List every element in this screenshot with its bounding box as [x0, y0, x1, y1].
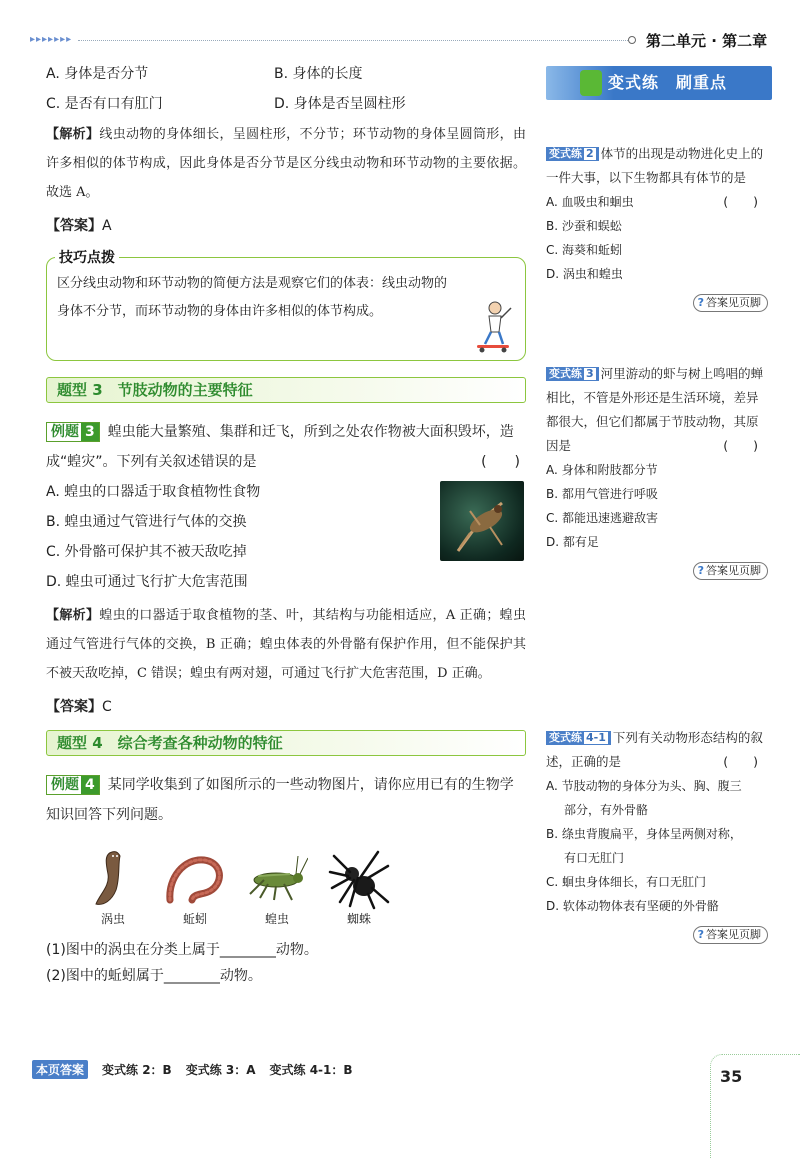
variant-3-paren: ( ): [723, 438, 758, 453]
variant-4-1-paren: ( ): [723, 754, 758, 769]
example-3-badge-num: 3: [81, 423, 99, 441]
header-dot: [628, 36, 636, 44]
variant-4-1-stem-line: [546, 726, 768, 774]
variant-4-1-see-answer: [546, 922, 768, 946]
animal-planarian: [82, 848, 144, 927]
locust-photo: [440, 481, 524, 561]
variant-3-option-d: D. 都有足: [546, 535, 599, 549]
earthworm-icon: [164, 848, 226, 910]
animal-earthworm-label: 蚯蚓: [182, 912, 207, 926]
variant-3-badge-label: 变式练: [549, 367, 582, 380]
variant-3-see-answer-label: 答案见页脚: [706, 564, 761, 577]
example-3-option-d: D. 蝗虫可通过飞行扩大危害范围: [46, 574, 248, 590]
example-4-badge-num: 4: [81, 776, 99, 794]
left-column: [46, 58, 526, 989]
animal-figures: [86, 848, 386, 927]
spider-icon: [328, 848, 390, 910]
example-3-paren: ( ): [481, 454, 520, 470]
variant-3-option-b: B. 都用气管进行呼吸: [546, 487, 658, 501]
variant-2-option-c: C. 海葵和蚯蚓: [546, 243, 623, 257]
example-3-badge-label: 例题: [51, 424, 79, 440]
variant-4-1-option-b: B. 绦虫背腹扁平，身体呈两侧对称，: [546, 827, 742, 841]
right-column: [546, 66, 772, 941]
variant-2-badge: [546, 147, 599, 161]
variant-banner: [546, 66, 772, 100]
variant-4-1-option-a: A. 节肢动物的身体分为头、胸、腹三: [546, 779, 742, 793]
prev-option-d: D. 身体是否呈圆柱形: [274, 96, 406, 112]
example-3-answer-tag: 【答案】: [46, 699, 102, 715]
example-3-option-b: B. 蝗虫通过气管进行气体的交换: [46, 514, 247, 530]
example-3-stem: 蝗虫能大量繁殖、集群和迁飞，所到之处农作物被大面积毁坏，造成“蝗灾”。下列有关叙述错误的是: [46, 424, 514, 470]
bulb-icon: ?: [697, 928, 704, 941]
example-3-answer-value: C: [102, 699, 112, 715]
variant-3-option-c: C. 都能迅速逃避敌害: [546, 511, 659, 525]
planarian-icon: [82, 848, 144, 910]
variant-4-1-see-answer-label: 答案见页脚: [706, 928, 761, 941]
variant-2-paren: ( ): [723, 194, 758, 209]
variant-4-1-badge: [546, 731, 611, 745]
animal-spider: [328, 848, 390, 927]
page-number: 35: [720, 1067, 743, 1086]
locust-photo-icon: [440, 481, 524, 561]
prev-option-c: C. 是否有口有肛门: [46, 96, 163, 112]
animal-spider-label: 蜘蛛: [346, 912, 371, 926]
chapter-title: 第二单元 · 第二章: [646, 32, 768, 50]
example-3-analysis-text: 蝗虫的口器适于取食植物的茎、叶，其结构与功能相适应，A 正确；蝗虫通过气管进行气体的交换，B 正确；蝗虫体表的外骨骼有保护作用，但不能保护其不被天敌吃掉，C 错误；蝗虫有两对翅，可通过飞行扩大危害范围，D 正确。: [46, 608, 526, 681]
tip-box: [46, 250, 526, 361]
variant-3-stem-line: [546, 362, 768, 458]
example-3-analysis: [46, 601, 526, 688]
section-3-title: 题型 3 节肢动物的主要特征: [46, 377, 526, 403]
example-3-answer: [46, 694, 526, 720]
prev-option-b: B. 身体的长度: [274, 66, 363, 82]
prev-option-a: A. 身体是否分节: [46, 66, 149, 82]
variant-2-stem: 体节的出现是动物进化史上的一件大事，以下生物都具有体节的是: [546, 146, 764, 185]
tip-text: 区分线虫动物和环节动物的简便方法是观察它们的体表：线虫动物的身体不分节，而环节动物的身体由许多相似的体节构成。: [57, 276, 448, 319]
example-3-option-a: A. 蝗虫的口器适于取食植物性食物: [46, 484, 261, 500]
prev-answer-tag: 【答案】: [46, 218, 102, 234]
prev-options-row-2: [46, 88, 526, 118]
example-4: [46, 770, 526, 830]
book-icon: [580, 70, 602, 96]
prev-analysis-tag: 【解析】: [46, 127, 100, 142]
animal-locust: [246, 848, 308, 927]
page-answers: [32, 1060, 353, 1079]
bulb-icon: ?: [697, 564, 704, 577]
variant-3-option-a: A. 身体和附肢都分节: [546, 463, 658, 477]
prev-analysis-text: 线虫动物的身体细长，呈圆柱形，不分节；环节动物的身体呈圆筒形，由许多相似的体节构成，因此身体是否分节是区分线虫动物和环节动物的主要依据。故选 A。: [46, 127, 526, 200]
page-answer-3: 变式练 4-1：B: [269, 1063, 353, 1077]
prev-analysis: [46, 120, 526, 207]
animal-earthworm: [164, 848, 226, 927]
bulb-icon: ?: [697, 296, 704, 309]
example-3-analysis-tag: 【解析】: [46, 608, 100, 623]
tip-label: 技巧点拨: [55, 247, 119, 267]
example-4-question-2: (2)图中的蚯蚓属于________动物。: [46, 968, 262, 984]
variant-4-1-option-d: D. 软体动物体表有坚硬的外骨骼: [546, 899, 719, 913]
variant-2: [546, 142, 768, 314]
prev-options-row-1: [46, 58, 526, 88]
variant-3-see-answer-pill: [693, 562, 768, 580]
example-3-options: [46, 477, 526, 597]
variant-2-option-a: A. 血吸虫和蛔虫: [546, 195, 634, 209]
skateboard-kid-icon: [469, 298, 515, 354]
animal-planarian-label: 涡虫: [100, 912, 125, 926]
variant-banner-title: 变式练 刷重点: [608, 73, 728, 92]
variant-2-option-d: D. 涡虫和蝗虫: [546, 267, 623, 281]
variant-4-1-badge-num: 4-1: [583, 731, 609, 745]
variant-2-option-b: B. 沙蚕和蜈蚣: [546, 219, 622, 233]
variant-4-1-badge-label: 变式练: [549, 731, 582, 744]
example-3-badge: [46, 422, 100, 442]
example-3: [46, 417, 526, 477]
section-4-title: 题型 4 综合考查各种动物的特征: [46, 730, 526, 756]
header-arrows: ▸▸▸▸▸▸▸: [30, 34, 73, 45]
variant-4-1-see-answer-pill: [693, 926, 768, 944]
grasshopper-icon: [246, 848, 308, 910]
example-4-stem: 某同学收集到了如图所示的一些动物图片，请你应用已有的生物学知识回答下列问题。: [46, 777, 514, 823]
prev-answer: [46, 213, 526, 239]
variant-3-badge-num: 3: [583, 367, 597, 381]
page-answer-1: 变式练 2：B: [102, 1063, 172, 1077]
variant-4-1: [546, 726, 768, 946]
example-3-option-c: C. 外骨骼可保护其不被天敌吃掉: [46, 544, 247, 560]
variant-2-see-answer: [546, 290, 768, 314]
animal-locust-label: 蝗虫: [264, 912, 289, 926]
variant-4-1-option-a-cont: 部分，有外骨骼: [564, 803, 649, 817]
variant-2-badge-label: 变式练: [549, 147, 582, 160]
header-rule: [78, 40, 632, 41]
prev-answer-value: A: [102, 218, 112, 234]
variant-4-1-option-c: C. 蛔虫身体细长，有口无肛门: [546, 875, 707, 889]
variant-3-see-answer: [546, 558, 768, 582]
example-4-badge-label: 例题: [51, 777, 79, 793]
variant-2-see-answer-label: 答案见页脚: [706, 296, 761, 309]
variant-2-see-answer-pill: [693, 294, 768, 312]
example-4-question-1: (1)图中的涡虫在分类上属于________动物。: [46, 942, 318, 958]
page-answers-badge: 本页答案: [32, 1060, 88, 1079]
variant-2-badge-num: 2: [583, 147, 597, 161]
example-4-badge: [46, 775, 100, 795]
variant-3-stem: 河里游动的虾与树上鸣唱的蝉相比，不管是外形还是生活环境，差异都很大，但它们都属于节肢动物，其原因是: [546, 366, 764, 453]
variant-3-badge: [546, 367, 599, 381]
variant-3: [546, 362, 768, 582]
variant-4-1-stem: 下列有关动物形态结构的叙述，正确的是: [546, 730, 763, 769]
page-answer-2: 变式练 3：A: [185, 1063, 256, 1077]
variant-4-1-option-b-cont: 有口无肛门: [564, 851, 625, 865]
